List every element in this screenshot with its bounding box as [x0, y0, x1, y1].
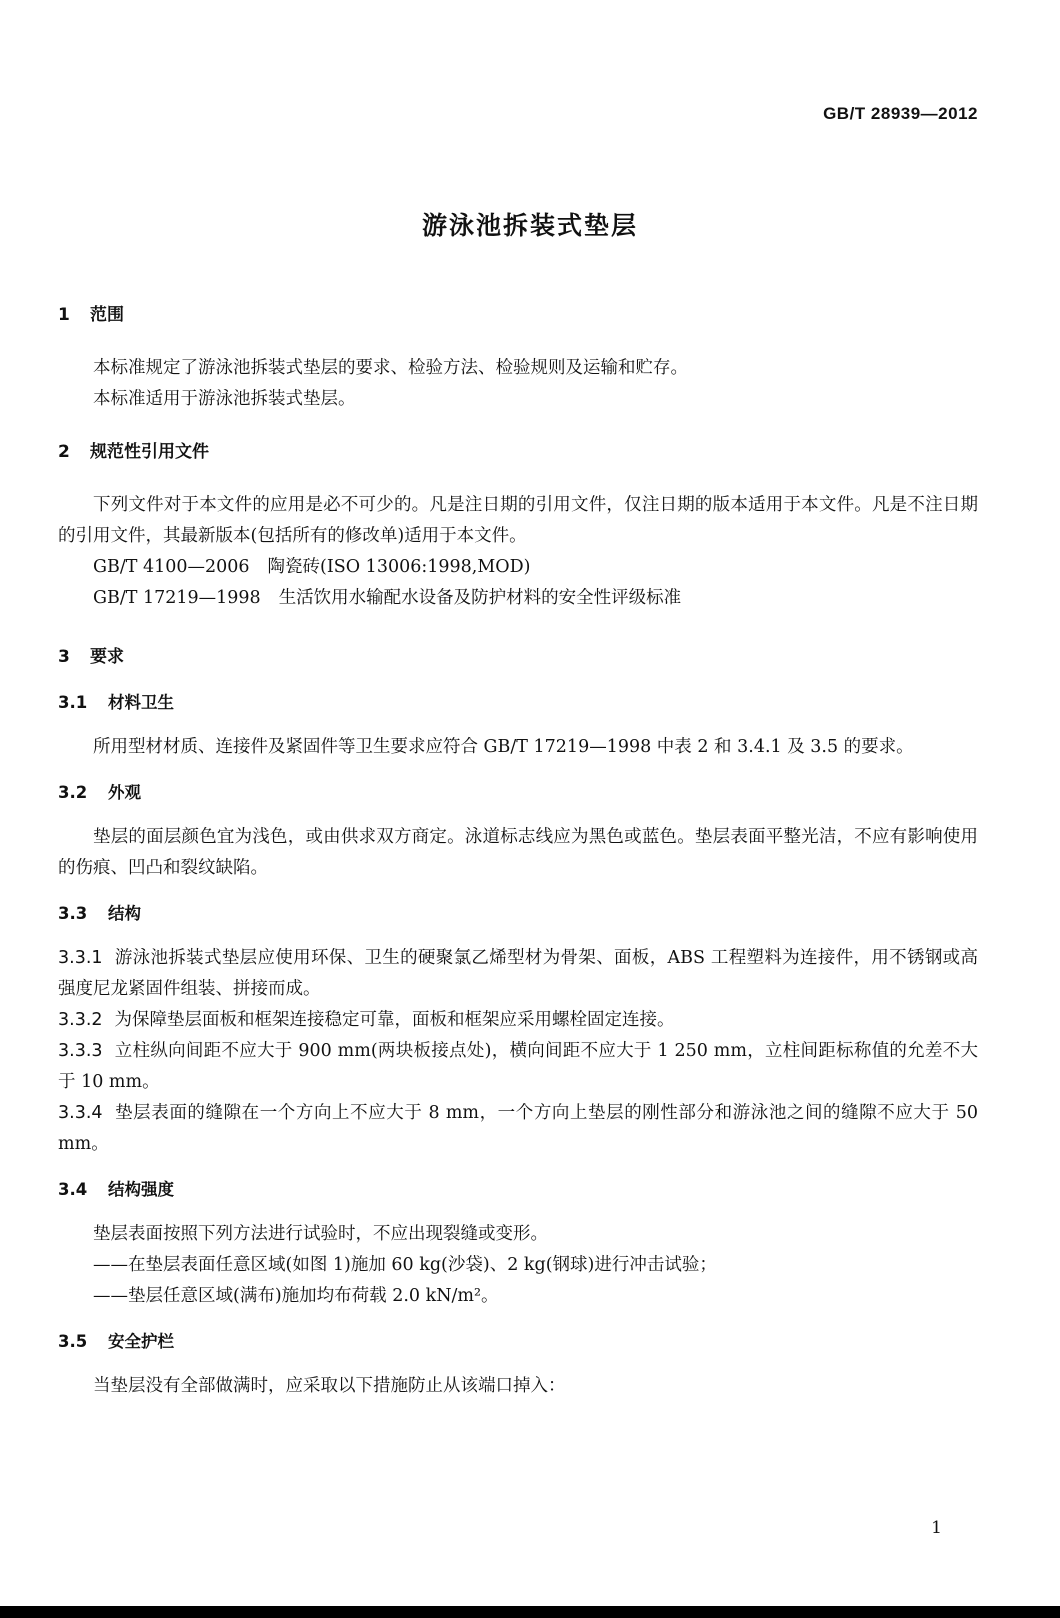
subsection-3-3-heading — [58, 898, 978, 929]
paragraph: 垫层表面按照下列方法进行试验时，不应出现裂缝或变形。 — [93, 1224, 548, 1244]
section-title: 规范性引用文件 — [90, 442, 209, 462]
subsection-3-2-heading — [58, 777, 978, 808]
paragraph: 当垫层没有全部做满时，应采取以下措施防止从该端口掉入： — [93, 1376, 566, 1396]
clause-item — [58, 1005, 978, 1036]
clause-number: 3.3.1 — [58, 948, 103, 968]
paragraph: 垫层的面层颜色宜为浅色，或由供求双方商定。泳道标志线应为黑色或蓝色。垫层表面平整光洁，不应有影响使用的伤痕、凹凸和裂纹缺陷。 — [58, 827, 978, 878]
clause-item — [58, 943, 978, 1005]
document-body — [58, 300, 978, 1402]
clause-item — [58, 1098, 978, 1160]
clause-number: 3.3.4 — [58, 1103, 103, 1123]
clause-text: 立柱纵向间距不应大于 900 mm(两块板接点处)，横向间距不应大于 1 250 mm，立柱间距标称值的允差不大于 10 mm。 — [58, 1041, 978, 1092]
paragraph: 本标准适用于游泳池拆装式垫层。 — [93, 389, 356, 409]
section-title: 范围 — [90, 305, 124, 325]
subsection-3-5-heading — [58, 1326, 978, 1357]
section-title: 要求 — [90, 647, 124, 667]
section-3-heading — [58, 642, 978, 673]
clause-text: 为保障垫层面板和框架连接稳定可靠，面板和框架应采用螺栓固定连接。 — [114, 1010, 675, 1030]
subsection-title: 结构 — [108, 904, 141, 923]
reference-name: 陶瓷砖(ISO 13006:1998,MOD) — [267, 557, 531, 577]
clause-item — [58, 1036, 978, 1098]
section-number: 1 — [58, 305, 70, 325]
subsection-number: 3.1 — [58, 693, 88, 712]
subsection-number: 3.3 — [58, 904, 88, 923]
subsection-title: 材料卫生 — [108, 693, 174, 712]
section-number: 3 — [58, 647, 70, 667]
reference-name: 生活饮用水输配水设备及防护材料的安全性评级标准 — [278, 588, 682, 608]
subsection-number: 3.5 — [58, 1332, 88, 1351]
subsection-title: 外观 — [108, 783, 141, 802]
subsection-title: 结构强度 — [108, 1180, 174, 1199]
section-1-heading — [58, 300, 978, 331]
dash-list-item: ——在垫层表面任意区域(如图 1)施加 60 kg(沙袋)、2 kg(钢球)进行冲击试验； — [93, 1255, 717, 1275]
scan-edge-bar — [0, 1606, 1060, 1618]
page-number: 1 — [931, 1518, 942, 1538]
section-number: 2 — [58, 442, 70, 462]
paragraph: 所用型材材质、连接件及紧固件等卫生要求应符合 GB/T 17219—1998 中表 2 和 3.4.1 及 3.5 的要求。 — [93, 737, 914, 757]
subsection-number: 3.4 — [58, 1180, 88, 1199]
clause-text: 垫层表面的缝隙在一个方向上不应大于 8 mm，一个方向上垫层的刚性部分和游泳池之间的缝隙不应大于 50 mm。 — [58, 1103, 978, 1154]
reference-code: GB/T 4100—2006 — [93, 557, 250, 577]
standard-code: GB/T 28939—2012 — [823, 104, 978, 123]
section-2-heading — [58, 437, 978, 468]
paragraph: 下列文件对于本文件的应用是必不可少的。凡是注日期的引用文件，仅注日期的版本适用于本文件。凡是不注日期的引用文件，其最新版本(包括所有的修改单)适用于本文件。 — [58, 495, 978, 546]
reference-code: GB/T 17219—1998 — [93, 588, 261, 608]
reference-item — [58, 552, 978, 583]
clause-text: 游泳池拆装式垫层应使用环保、卫生的硬聚氯乙烯型材为骨架、面板，ABS 工程塑料为连接件，用不锈钢或高强度尼龙紧固件组装、拼接而成。 — [58, 948, 978, 999]
subsection-title: 安全护栏 — [108, 1332, 174, 1351]
clause-number: 3.3.2 — [58, 1010, 103, 1030]
subsection-number: 3.2 — [58, 783, 88, 802]
reference-item — [58, 583, 978, 614]
document-title: 游泳池拆装式垫层 — [421, 211, 638, 240]
paragraph: 本标准规定了游泳池拆装式垫层的要求、检验方法、检验规则及运输和贮存。 — [93, 358, 688, 378]
clause-number: 3.3.3 — [58, 1041, 103, 1061]
subsection-3-4-heading — [58, 1174, 978, 1205]
dash-list-item: ——垫层任意区域(满布)施加均布荷载 2.0 kN/m²。 — [93, 1286, 499, 1306]
subsection-3-1-heading — [58, 687, 978, 718]
